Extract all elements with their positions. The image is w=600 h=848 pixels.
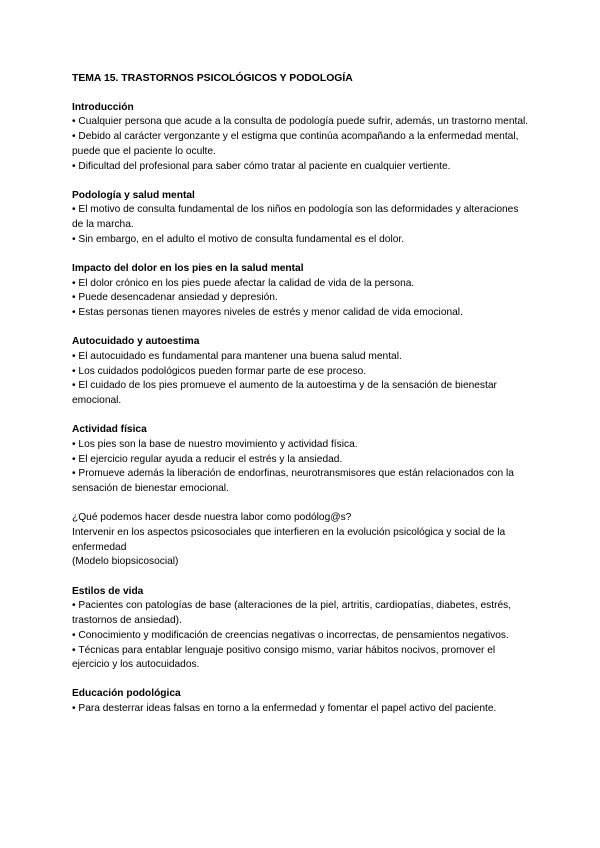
section-heading: Introducción <box>72 101 134 113</box>
section-educacion-podologica <box>72 687 532 716</box>
section-heading: Podología y salud mental <box>72 189 195 201</box>
bullet-list <box>72 599 532 673</box>
question-text: ¿Qué podemos hacer desde nuestra labor como podólog@s? <box>72 512 352 524</box>
section-impacto-dolor <box>72 262 532 321</box>
section-pregunta <box>72 511 532 570</box>
bullet-item: • Promueve además la liberación de endorfinas, neurotransmisores que están relacionados con la sensación de bienestar emocional. <box>72 467 532 496</box>
bullet-item: • El ejercicio regular ayuda a reducir el estrés y la ansiedad. <box>72 453 532 468</box>
model-text: (Modelo biopsicosocial) <box>72 556 179 568</box>
section-autocuidado <box>72 335 532 409</box>
bullet-list <box>72 438 532 497</box>
bullet-item: • El dolor crónico en los pies puede afectar la calidad de vida de la persona. <box>72 277 532 292</box>
bullet-list <box>72 277 532 321</box>
section-heading: Educación podológica <box>72 688 181 700</box>
bullet-item: • Para desterrar ideas falsas en torno a la enfermedad y fomentar el papel activo del paciente. <box>72 702 532 717</box>
section-heading: Impacto del dolor en los pies en la salud mental <box>72 263 304 275</box>
section-introduccion <box>72 101 532 175</box>
section-actividad-fisica <box>72 423 532 497</box>
bullet-list <box>72 702 532 717</box>
bullet-item: • Puede desencadenar ansiedad y depresión. <box>72 291 532 306</box>
bullet-item: • Pacientes con patologías de base (alteraciones de la piel, artritis, cardiopatías, diabetes, estrés, trastornos de ansiedad). <box>72 599 532 628</box>
section-podologia-salud-mental <box>72 189 532 248</box>
answer-text: Intervenir en los aspectos psicosociales que interfieren en la evolución psicológica y social de la enfermedad <box>72 527 506 553</box>
bullet-list <box>72 115 532 174</box>
document-title: TEMA 15. TRASTORNOS PSICOLÓGICOS Y PODOLOGÍA <box>72 73 353 84</box>
bullet-item: • El autocuidado es fundamental para mantener una buena salud mental. <box>72 350 532 365</box>
bullet-item: • Sin embargo, en el adulto el motivo de consulta fundamental es el dolor. <box>72 233 532 248</box>
bullet-item: • Cualquier persona que acude a la consulta de podología puede sufrir, además, un trastorno mental. <box>72 115 532 130</box>
section-heading: Estilos de vida <box>72 585 144 597</box>
section-heading: Actividad física <box>72 424 147 436</box>
bullet-item: • El cuidado de los pies promueve el aumento de la autoestima y de la sensación de bienestar emocional. <box>72 379 532 408</box>
bullet-item: • Técnicas para entablar lenguaje positivo consigo mismo, variar hábitos nocivos, promover el ejercicio y los autocuidados. <box>72 644 532 673</box>
bullet-item: • Dificultad del profesional para saber cómo tratar al paciente en cualquier vertiente. <box>72 160 532 175</box>
section-estilos-de-vida <box>72 585 532 673</box>
bullet-list <box>72 203 532 247</box>
bullet-item: • Los pies son la base de nuestro movimiento y actividad física. <box>72 438 532 453</box>
bullet-item: • Conocimiento y modificación de creencias negativas o incorrectas, de pensamientos negativos. <box>72 629 532 644</box>
document-page <box>72 72 532 731</box>
bullet-item: • El motivo de consulta fundamental de los niños en podología son las deformidades y alteraciones de la marcha. <box>72 203 532 232</box>
bullet-list <box>72 350 532 409</box>
bullet-item: • Debido al carácter vergonzante y el estigma que continúa acompañando a la enfermedad mental, puede que el paciente lo oculte. <box>72 130 532 159</box>
bullet-item: • Los cuidados podológicos pueden formar parte de ese proceso. <box>72 365 532 380</box>
section-heading: Autocuidado y autoestima <box>72 336 200 348</box>
bullet-item: • Estas personas tienen mayores niveles de estrés y menor calidad de vida emocional. <box>72 306 532 321</box>
